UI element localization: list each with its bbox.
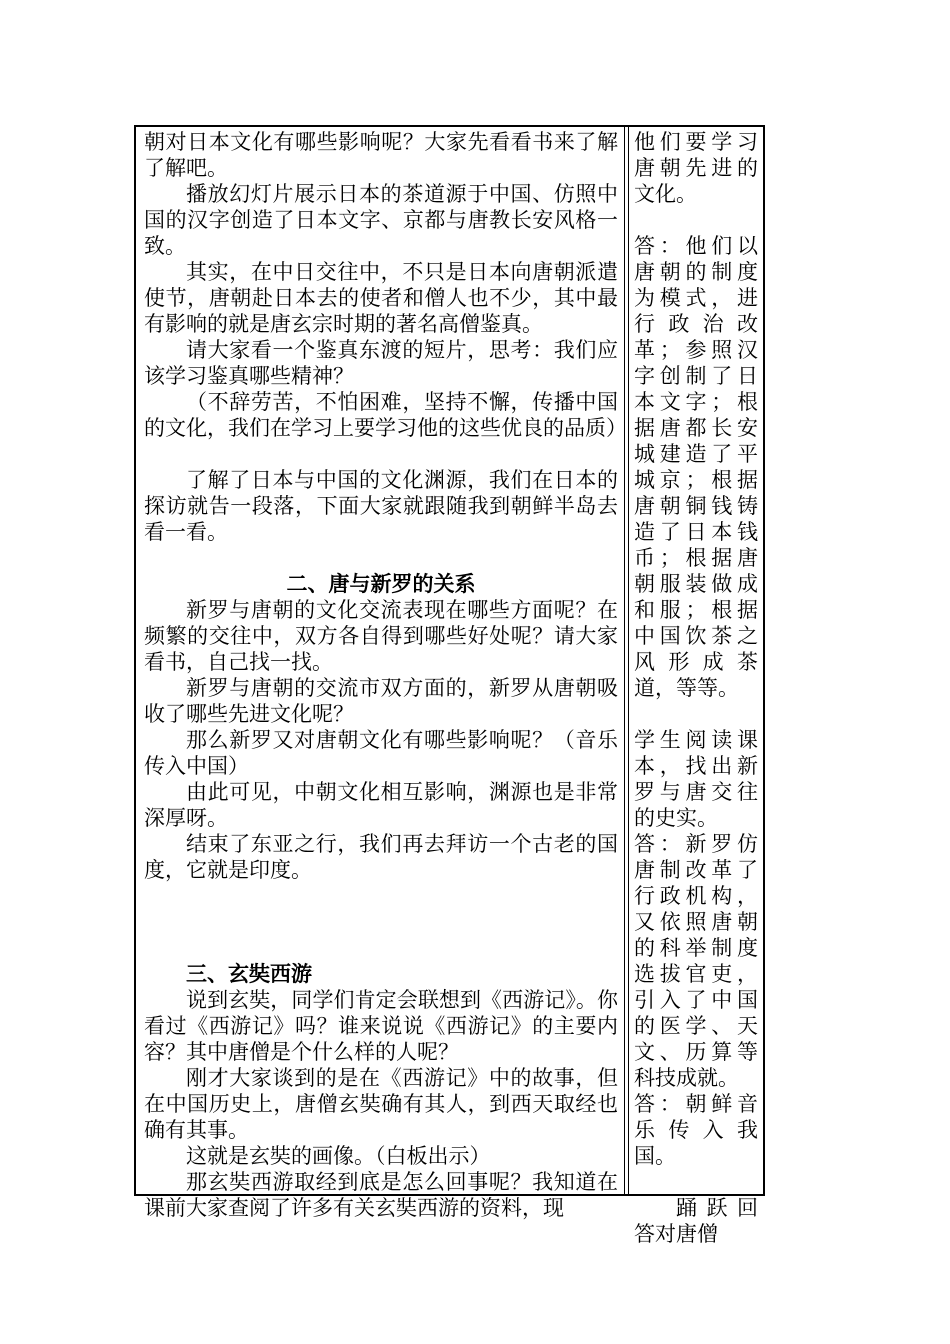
paragraph: 播放幻灯片展示日本的茶道源于中国、仿照中国的汉字创造了日本文字、京都与唐教长安风格一致。 [144,182,618,258]
student-note: 答：新罗仿唐制改革了行政机构，又依照唐朝的科举制度选拔官吏，引入了中国的医学、天文、历算等科技成就。 [634,832,758,1090]
blank-line [144,441,618,467]
paragraph: 新罗与唐朝的交流市双方面的，新罗从唐朝吸收了哪些先进文化呢？ [144,676,618,726]
student-note: 答：他们以唐朝的制度为模式，进行政治改革；参照汉字创制了日本文字；根据唐都长安城建造了平城京；根据唐朝铜钱铸造了日本钱币；根据唐朝服装做成和服；根据中国饮茶之风形成茶道，等等。 [634,234,758,700]
blank-line [634,701,758,727]
paragraph: 由此可见，中朝文化相互影响，渊源也是非常深厚呀。 [144,780,618,830]
paragraph: 说到玄奘，同学们肯定会联想到《西游记》。你看过《西游记》吗？谁来说说《西游记》的主要内容？其中唐僧是个什么样的人呢？ [144,988,618,1064]
student-activity-column [634,129,758,1247]
blank-line [634,1169,758,1195]
student-note: 踊跃回答对唐僧 [634,1196,758,1246]
paragraph: 其实，在中日交往中，不只是日本向唐朝派遣使节，唐朝赴日本去的使者和僧人也不少，其中最有影响的就是唐玄宗时期的著名高僧鉴真。 [144,260,618,336]
paragraph: 结束了东亚之行，我们再去拜访一个古老的国度，它就是印度。 [144,832,618,882]
paragraph: 那玄奘西游取经到底是怎么回事呢？我知道在课前大家查阅了许多有关玄奘西游的资料，现 [144,1170,618,1220]
lesson-plan-table [134,125,765,1246]
student-note: 学生阅读课本，找出新罗与唐交往的史实。 [634,728,758,830]
blank-line [634,207,758,233]
blank-line [144,909,618,935]
paragraph: 刚才大家谈到的是在《西游记》中的故事，但在中国历史上，唐僧玄奘确有其人，到西天取经也确有其事。 [144,1066,618,1142]
paragraph: （不辞劳苦，不怕困难，坚持不懈，传播中国的文化，我们在学习上要学习他的这些优良的品质） [144,390,627,440]
student-note: 答：朝鲜音乐传入我国。 [634,1092,758,1168]
blank-line [144,935,618,961]
section-heading: 三、玄奘西游 [186,961,312,986]
blank-line [144,883,618,909]
paragraph: 请大家看一个鉴真东渡的短片，思考：我们应该学习鉴真哪些精神？ [144,338,618,388]
teaching-process-column [144,129,627,1221]
paragraph: 了解了日本与中国的文化渊源，我们在日本的探访就告一段落，下面大家就跟随我到朝鲜半岛去看一看。 [144,468,618,544]
paragraph: 那么新罗又对唐朝文化有哪些影响呢？（音乐传入中国） [144,728,618,778]
student-note: 他们要学习唐朝先进的文化。 [634,130,758,206]
paragraph: 新罗与唐朝的文化交流表现在哪些方面呢？在频繁的交往中，双方各自得到哪些好处呢？请大家看书，自己找一找。 [144,598,618,674]
paragraph: 这就是玄奘的画像。（白板出示） [186,1144,491,1168]
blank-line [144,545,618,571]
section-heading: 二、唐与新罗的关系 [286,571,476,596]
column-divider [624,127,629,1194]
paragraph: 朝对日本文化有哪些影响呢？大家先看看书来了解了解吧。 [144,130,618,180]
